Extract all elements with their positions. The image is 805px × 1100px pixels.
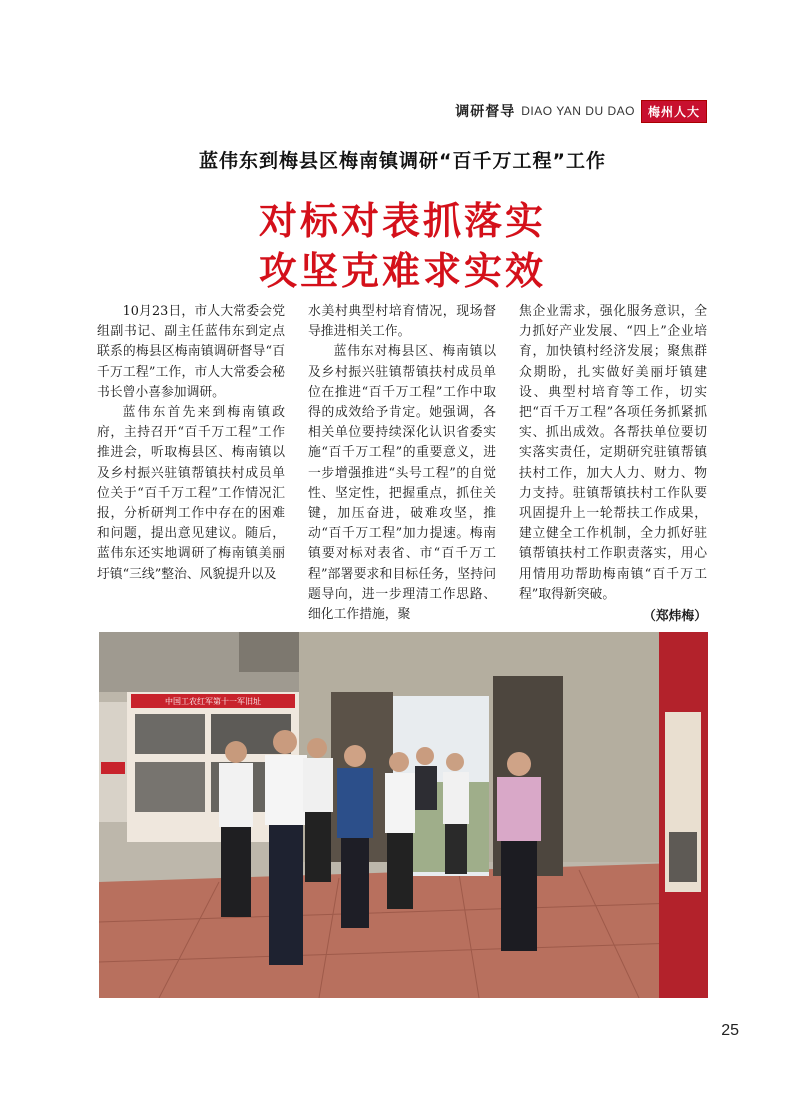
headline-line-2: 攻坚克难求实效: [258, 248, 546, 293]
paragraph: 水美村典型村培育情况，现场督导推进相关工作。: [308, 304, 496, 340]
exhibit-board-title: 中国工农红军第十一军旧址: [165, 697, 261, 706]
author-byline: （郑炜梅）: [643, 609, 707, 625]
article-column-2: [308, 302, 496, 625]
article-column-1: [97, 302, 285, 585]
magazine-logo: 梅州人大: [641, 100, 707, 123]
section-title-pinyin: DIAO YAN DU DAO: [521, 104, 635, 118]
paragraph: 蓝伟东对梅县区、梅南镇以及乡村振兴驻镇帮镇扶村成员单位在推进“百千万工程”工作中取得的成效给予肯定。她强调，各相关单位要持续深化认识省委实施“百千万工程”的重要意义，进一步增强推进“头号工程”的自觉性、坚定性，把握重点，抓住关键，加压奋进，破难攻坚，推动“百千万工程”加力提速。梅南镇要对标对表省、市“百千万工程”部署要求和目标任务，坚持问题导向，进一步理清工作思路、细化工作措施，聚: [308, 344, 496, 623]
paragraph: 蓝伟东首先来到梅南镇政府，主持召开“百千万工程”工作推进会，听取梅县区、梅南镇以及乡村振兴驻镇帮镇扶村成员单位关于“百千万工程”工作情况汇报，分析研判工作中存在的困难和问题，提出意见建议。随后，蓝伟东还实地调研了梅南镇美丽圩镇“三线”整治、风貌提升以及: [97, 405, 285, 582]
section-title: 调研督导: [455, 104, 516, 120]
headline-line-1: 对标对表抓落实: [258, 198, 546, 243]
article-headline: [0, 196, 805, 296]
article-column-3: [519, 302, 707, 627]
article-photo: [99, 632, 708, 998]
article-subtitle: 蓝伟东到梅县区梅南镇调研“百千万工程”工作: [199, 150, 606, 172]
section-header: [455, 100, 707, 122]
paragraph: 焦企业需求，强化服务意识，全力抓好产业发展、“四上”企业培育，加快镇村经济发展；聚焦群众期盼，扎实做好美丽圩镇建设、典型村培育等工作，切实把“百千万工程”各项任务抓紧抓实、抓出成效。各帮扶单位要切实落实责任，定期研究驻镇帮镇扶村工作，加大人力、财力、物力支持。驻镇帮镇扶村工作队要巩固提升上一轮帮扶工作成果，建立健全工作机制，全力抓好驻镇帮镇扶村工作职责落实，用心用情用功帮助梅南镇“百千万工程”取得新突破。: [519, 304, 707, 602]
paragraph: 10月23日，市人大常委会党组副书记、副主任蓝伟东到定点联系的梅县区梅南镇调研督导“百千万工程”工作，市人大常委会秘书长曾小喜参加调研。: [97, 304, 285, 400]
page-number: 25: [721, 1022, 739, 1039]
